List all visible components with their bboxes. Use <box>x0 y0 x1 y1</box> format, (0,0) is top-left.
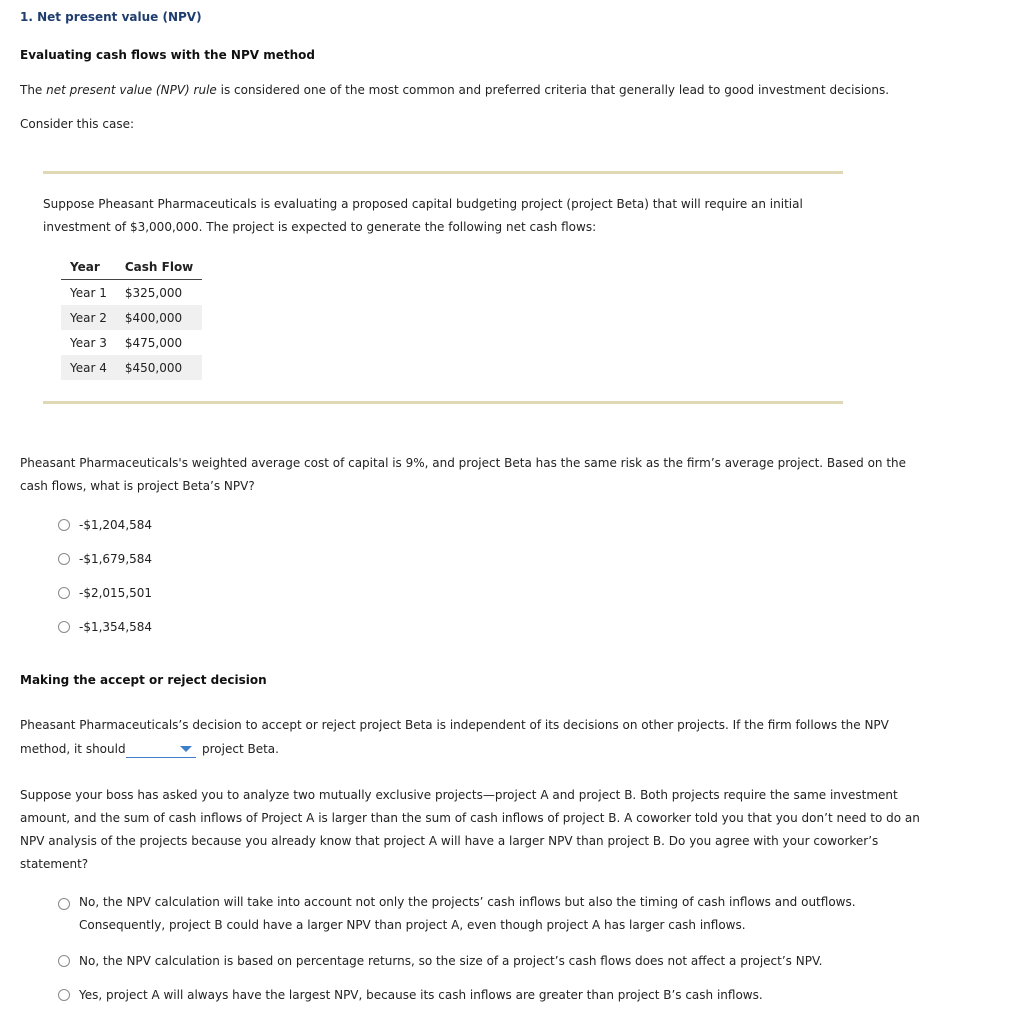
section-heading-evaluating: Evaluating cash flows with the NPV method <box>20 48 315 62</box>
accept-reject-dropdown[interactable] <box>126 741 196 758</box>
me-option-2[interactable] <box>58 954 822 968</box>
year-cell: Year 4 <box>61 355 116 380</box>
intro-text-before: The <box>20 83 47 97</box>
header-year: Year <box>61 256 116 280</box>
case-bottom-divider <box>43 401 843 404</box>
npv-option-1[interactable] <box>58 518 152 532</box>
npv-question-line-2: cash flows, what is project Beta’s NPV? <box>20 479 255 493</box>
year-cell: Year 2 <box>61 305 116 330</box>
radio-button[interactable] <box>58 519 70 531</box>
case-description <box>43 193 803 239</box>
case-line-1: Suppose Pheasant Pharmaceuticals is evaluating a proposed capital budgeting project (project Beta) that will require an initial <box>43 197 803 211</box>
section-heading-decision: Making the accept or reject decision <box>20 673 267 687</box>
decision-line-2-before: method, it should <box>20 742 126 756</box>
mutually-exclusive-text <box>20 784 920 876</box>
cash-flow-table <box>61 256 202 380</box>
npv-option-4[interactable] <box>58 620 152 634</box>
table-row <box>61 355 202 380</box>
me-option-label <box>79 891 856 937</box>
table-row <box>61 305 202 330</box>
me-option-1[interactable] <box>58 897 856 937</box>
consider-text: Consider this case: <box>20 117 134 131</box>
decision-line-1: Pheasant Pharmaceuticals’s decision to accept or reject project Beta is independent of its decisions on other projects. If the firm follows the NPV <box>20 718 889 732</box>
radio-button[interactable] <box>58 898 70 910</box>
me-line-3: NPV analysis of the projects because you already know that project A will have a larger NPV than project B. Do you agree with your coworker’s <box>20 834 879 848</box>
radio-button[interactable] <box>58 553 70 565</box>
intro-text-after: is considered one of the most common and preferred criteria that generally lead to good investment decisions. <box>216 83 890 97</box>
intro-paragraph <box>20 83 889 97</box>
question-title: 1. Net present value (NPV) <box>20 10 202 24</box>
npv-option-label: -$1,679,584 <box>79 552 153 566</box>
header-cash-flow: Cash Flow <box>116 256 202 280</box>
npv-question-text <box>20 452 906 498</box>
me-option-1-line-2: Consequently, project B could have a larger NPV than project A, even though project A has larger cash inflows. <box>79 918 746 932</box>
npv-option-label: -$1,204,584 <box>79 518 153 532</box>
me-option-label: No, the NPV calculation is based on percentage returns, so the size of a project’s cash flows does not affect a project’s NPV. <box>79 954 823 968</box>
year-cell: Year 3 <box>70 335 107 350</box>
npv-option-3[interactable] <box>58 586 152 600</box>
me-line-2: amount, and the sum of cash inflows of Project A is larger than the sum of cash inflows of project B. A coworker told you that you don’t need to do an <box>20 811 920 825</box>
radio-button[interactable] <box>58 587 70 599</box>
me-line-1: Suppose your boss has asked you to analyze two mutually exclusive projects—project A and project B. Both projects require the same investment <box>20 788 898 802</box>
intro-term: net present value (NPV) rule <box>46 83 217 97</box>
radio-button[interactable] <box>58 621 70 633</box>
me-option-1-line-1: No, the NPV calculation will take into account not only the projects’ cash inflows but also the timing of cash inflows and outflows. <box>79 895 856 909</box>
cash-flow-cell: $325,000 <box>124 285 183 300</box>
me-line-4: statement? <box>20 857 89 871</box>
year-cell: Year 1 <box>70 285 107 300</box>
radio-button[interactable] <box>58 955 70 967</box>
case-top-divider <box>43 171 843 174</box>
npv-option-2[interactable] <box>58 552 152 566</box>
decision-line-2-after: project Beta. <box>202 742 279 756</box>
npv-option-label: -$2,015,501 <box>79 586 153 600</box>
case-line-2: investment of $3,000,000. The project is expected to generate the following net cash flows: <box>43 220 597 234</box>
table-row <box>61 280 202 306</box>
npv-option-label: -$1,354,584 <box>79 620 153 634</box>
radio-button[interactable] <box>58 989 70 1001</box>
table-row <box>61 330 202 355</box>
me-option-3[interactable] <box>58 988 763 1002</box>
dropdown-caret-icon[interactable] <box>180 746 192 752</box>
cash-flow-cell: $450,000 <box>116 355 202 380</box>
npv-question-line-1: Pheasant Pharmaceuticals's weighted average cost of capital is 9%, and project Beta has the same risk as the firm’s average project. Based on the <box>20 456 907 470</box>
table-header-row <box>61 256 202 280</box>
cash-flow-cell: $475,000 <box>124 335 183 350</box>
me-option-label: Yes, project A will always have the largest NPV, because its cash inflows are greater than project B’s cash inflows. <box>79 988 763 1002</box>
cash-flow-cell: $400,000 <box>116 305 202 330</box>
